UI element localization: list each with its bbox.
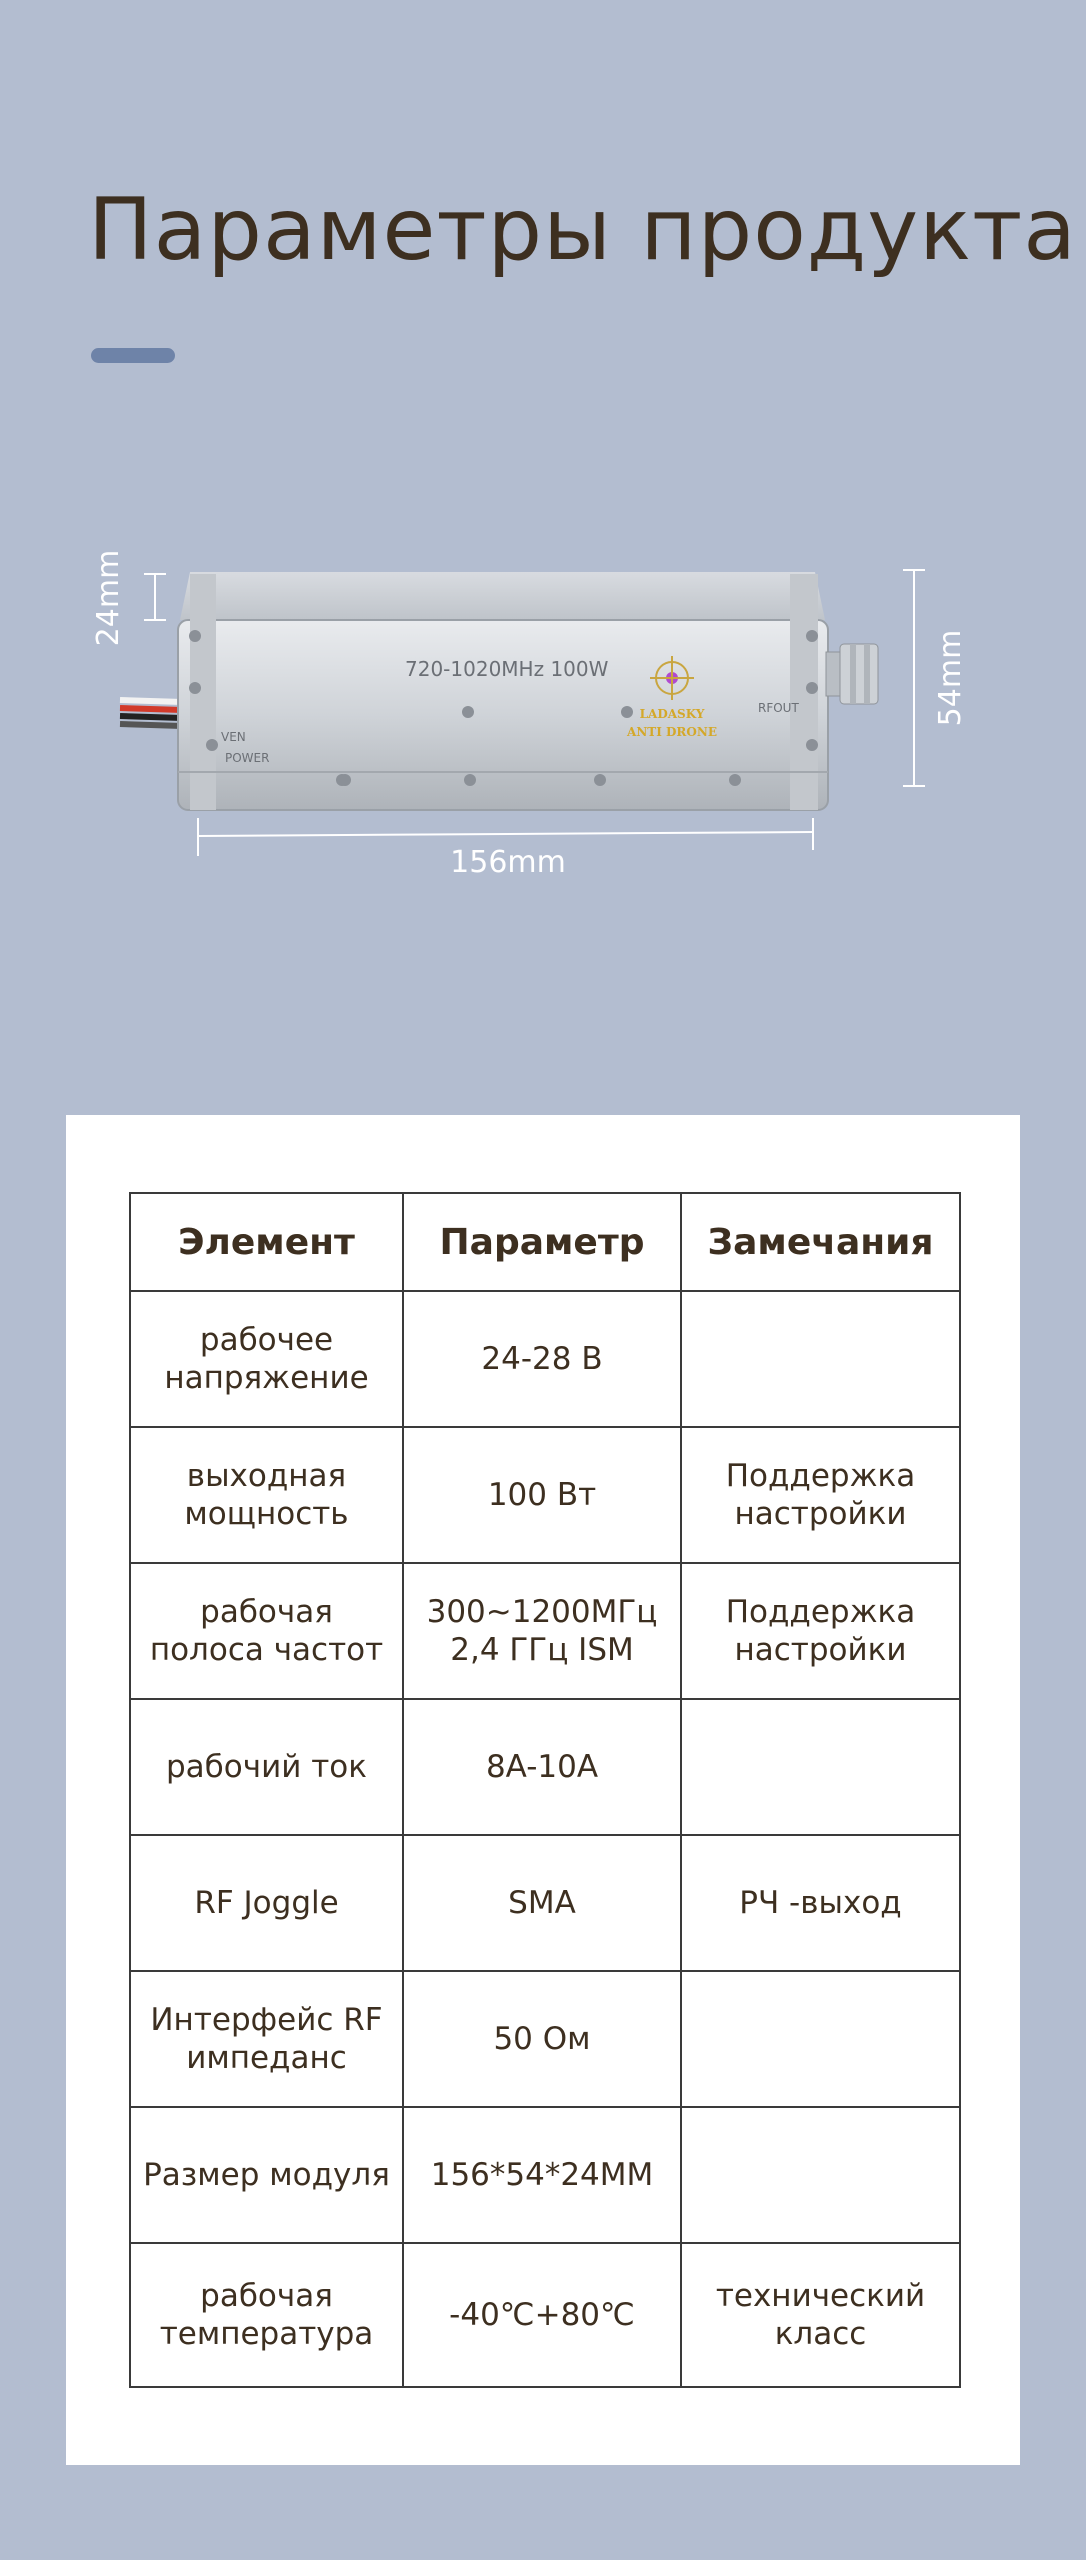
cell-element: Размер модуля [130, 2107, 403, 2243]
cell-element: выходная мощность [130, 1427, 403, 1563]
freq-label: 720-1020MHz 100W [405, 657, 609, 681]
page-title: Параметры продукта [88, 180, 1077, 280]
dim-width-label: 54mm [933, 629, 968, 727]
dim-height-label: 24mm [91, 549, 126, 647]
module-body [178, 572, 828, 810]
cell-element: Интерфейс RF импеданс [130, 1971, 403, 2107]
power-cables [120, 700, 182, 726]
cell-parameter: SMA [403, 1835, 681, 1971]
title-underline [91, 348, 175, 363]
rfout-label: RFOUT [758, 701, 799, 715]
cell-parameter: 100 Вт [403, 1427, 681, 1563]
cell-remarks: технический класс [681, 2243, 960, 2387]
cell-element: RF Joggle [130, 1835, 403, 1971]
header-remarks: Замечания [681, 1193, 960, 1291]
cell-remarks: Поддержка настройки [681, 1427, 960, 1563]
table-row [130, 1971, 960, 2107]
power-label: POWER [225, 751, 270, 765]
cell-remarks [681, 1291, 960, 1427]
table-row [130, 1427, 960, 1563]
cell-remarks [681, 2107, 960, 2243]
table-row [130, 1699, 960, 1835]
header-element: Элемент [130, 1193, 403, 1291]
table-row [130, 2243, 960, 2387]
cell-parameter: 156*54*24MM [403, 2107, 681, 2243]
dim-length [198, 818, 813, 880]
spec-card [66, 1115, 1020, 2465]
cell-parameter: 300~1200МГц 2,4 ГГц ISM [403, 1563, 681, 1699]
logo-line2: ANTI DRONE [627, 725, 717, 739]
table-header-row [130, 1193, 960, 1291]
cell-element: рабочая полоса частот [130, 1563, 403, 1699]
cell-remarks [681, 1699, 960, 1835]
cell-parameter: 50 Ом [403, 1971, 681, 2107]
table-row [130, 1835, 960, 1971]
cell-parameter: 24-28 В [403, 1291, 681, 1427]
header-parameter: Параметр [403, 1193, 681, 1291]
cell-parameter: -40℃+80℃ [403, 2243, 681, 2387]
cell-remarks [681, 1971, 960, 2107]
cell-element: рабочий ток [130, 1699, 403, 1835]
rf-connector [826, 644, 878, 704]
dim-height [91, 550, 166, 647]
cell-remarks: Поддержка настройки [681, 1563, 960, 1699]
spec-table [129, 1192, 961, 2388]
module-drawing [0, 540, 1086, 900]
table-row [130, 1291, 960, 1427]
dim-width [903, 570, 968, 786]
cell-element: рабочее напряжение [130, 1291, 403, 1427]
product-diagram [0, 540, 1086, 900]
ven-label: VEN [221, 730, 246, 744]
cell-parameter: 8A-10A [403, 1699, 681, 1835]
cell-element: рабочая температура [130, 2243, 403, 2387]
cell-remarks: РЧ -выход [681, 1835, 960, 1971]
table-row [130, 2107, 960, 2243]
dim-length-label: 156mm [450, 845, 566, 880]
table-row [130, 1563, 960, 1699]
logo-line1: LADASKY [639, 707, 705, 721]
